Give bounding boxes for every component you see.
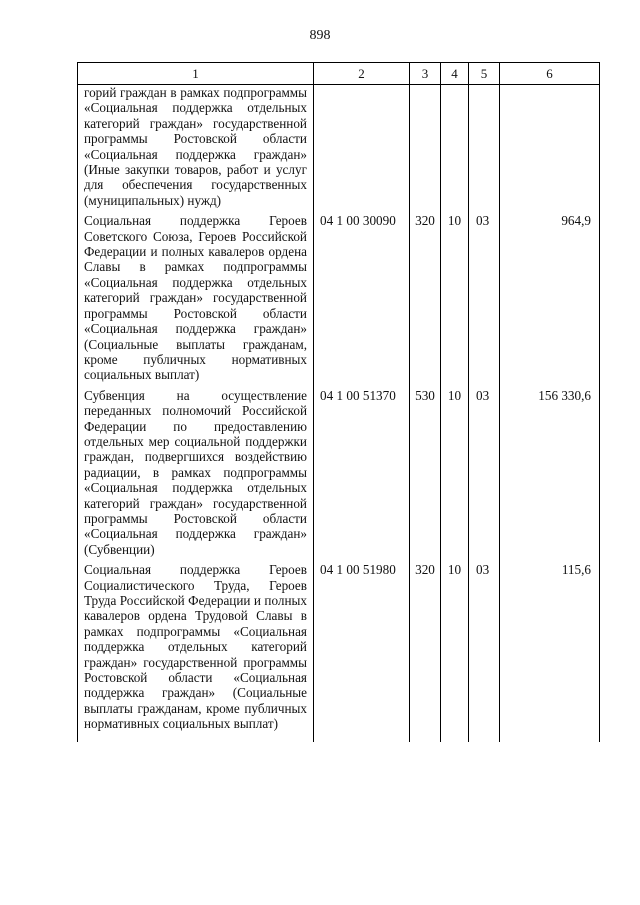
- row-name: горий граждан в рамках подпрограммы «Социальная поддержка отдельных категорий граждан» государственной программы Ростовской области «Социальная поддержка граждан» (Иные закупки товаров, работ и услуг для обеспечения государственных (муниципальных) нужд): [78, 85, 314, 209]
- row-col-3: 320: [410, 208, 441, 382]
- header-col-5: 5: [469, 63, 500, 85]
- row-name: Социальная поддержка Героев Социалистического Труда, Героев Труда Российской Федерации и полных кавалеров ордена Трудовой Славы в рамках подпрограммы «Социальная поддержка отдельных категорий граждан» государственной программы Ростовской области «Социальная поддержка граждан» (Социальные выплаты гражданам, кроме публичных нормативных социальных выплат): [78, 557, 314, 741]
- row-amount: [500, 85, 600, 209]
- row-code: [314, 85, 410, 209]
- row-col-4: 10: [441, 208, 469, 382]
- row-col-5: 03: [469, 557, 500, 741]
- row-amount: 115,6: [500, 557, 600, 741]
- row-code: 04 1 00 51980: [314, 557, 410, 741]
- header-col-6: 6: [500, 63, 600, 85]
- row-col-5: 03: [469, 383, 500, 557]
- table-row: [78, 383, 600, 557]
- header-col-1: 1: [78, 63, 314, 85]
- row-col-4: [441, 85, 469, 209]
- row-code: 04 1 00 30090: [314, 208, 410, 382]
- row-amount: 964,9: [500, 208, 600, 382]
- page-number: 898: [309, 28, 331, 43]
- row-col-5: 03: [469, 208, 500, 382]
- row-col-5: [469, 85, 500, 209]
- table-header-row: [78, 63, 600, 85]
- row-col-4: 10: [441, 383, 469, 557]
- table-row: [78, 85, 600, 209]
- row-col-3: 530: [410, 383, 441, 557]
- row-name: Социальная поддержка Героев Советского Союза, Героев Российской Федерации и полных кавалеров ордена Славы в рамках подпрограммы «Социальная поддержка отдельных категорий граждан» государственной программы Ростовской области «Социальная поддержка граждан» (Социальные выплаты гражданам, кроме публичных нормативных социальных выплат): [78, 208, 314, 382]
- row-col-3: 320: [410, 557, 441, 741]
- header-col-3: 3: [410, 63, 441, 85]
- header-col-2: 2: [314, 63, 410, 85]
- row-code: 04 1 00 51370: [314, 383, 410, 557]
- header-col-4: 4: [441, 63, 469, 85]
- row-amount: 156 330,6: [500, 383, 600, 557]
- row-col-4: 10: [441, 557, 469, 741]
- table-row: [78, 208, 600, 382]
- row-name: Субвенция на осуществление переданных полномочий Российской Федерации по предоставлению отдельных мер социальной поддержки граждан, подвергшихся воздействию радиации, в рамках подпрограммы «Социальная поддержка отдельных категорий граждан» государственной программы Ростовской области «Социальная поддержка граждан» (Субвенции): [78, 383, 314, 557]
- budget-table: [77, 62, 600, 742]
- row-col-3: [410, 85, 441, 209]
- table-row: [78, 557, 600, 741]
